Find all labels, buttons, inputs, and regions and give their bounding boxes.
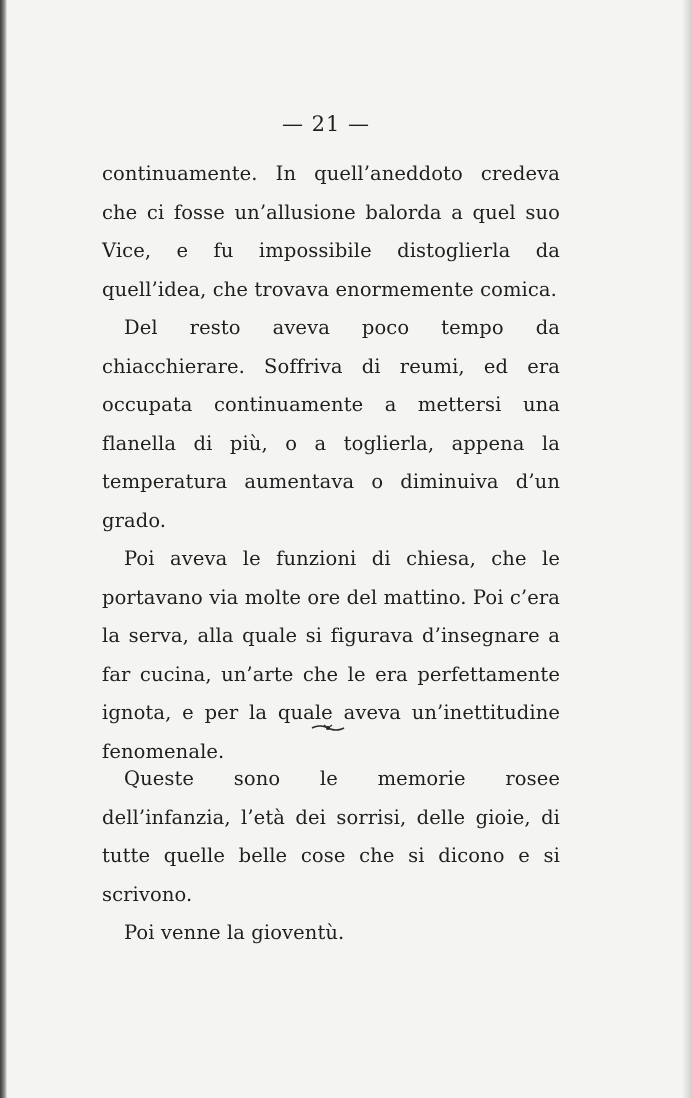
text-block-top <box>102 155 560 771</box>
paragraph-5: Poi venne la gioventù. <box>124 921 345 944</box>
paragraph-3: Poi aveva le funzioni di chiesa, che le portavano via molte ore del mattino. Poi c’era la serva, alla quale si figurava d’insegnare a far cucina, un’arte che le era perfettamente ignota, e per la quale aveva un’inettitudine fenomenale. <box>102 547 560 763</box>
paragraph-1: continuamente. In quell’aneddoto credeva che ci fosse un’allusione balorda a quel suo Vice, e fu impossibile distoglierla da quell’idea, che trovava enormemente comica. <box>102 162 560 301</box>
page-spine-shadow <box>0 0 7 1098</box>
fleuron-divider-icon <box>310 722 346 734</box>
paragraph-4: Queste sono le memorie rosee dell’infanzia, l’età dei sorrisi, delle gioie, di tutte quelle belle cose che si dicono e si scrivono. <box>102 767 560 906</box>
text-block-bottom <box>102 760 560 953</box>
page-number: — 21 — <box>281 112 371 136</box>
page-edge-shadow <box>682 0 692 1098</box>
paragraph-2: Del resto aveva poco tempo da chiacchierare. Soffriva di reumi, ed era occupata continuamente a mettersi una flanella di più, o a toglierla, appena la temperatura aumentava o diminuiva d’un grado. <box>102 316 560 532</box>
